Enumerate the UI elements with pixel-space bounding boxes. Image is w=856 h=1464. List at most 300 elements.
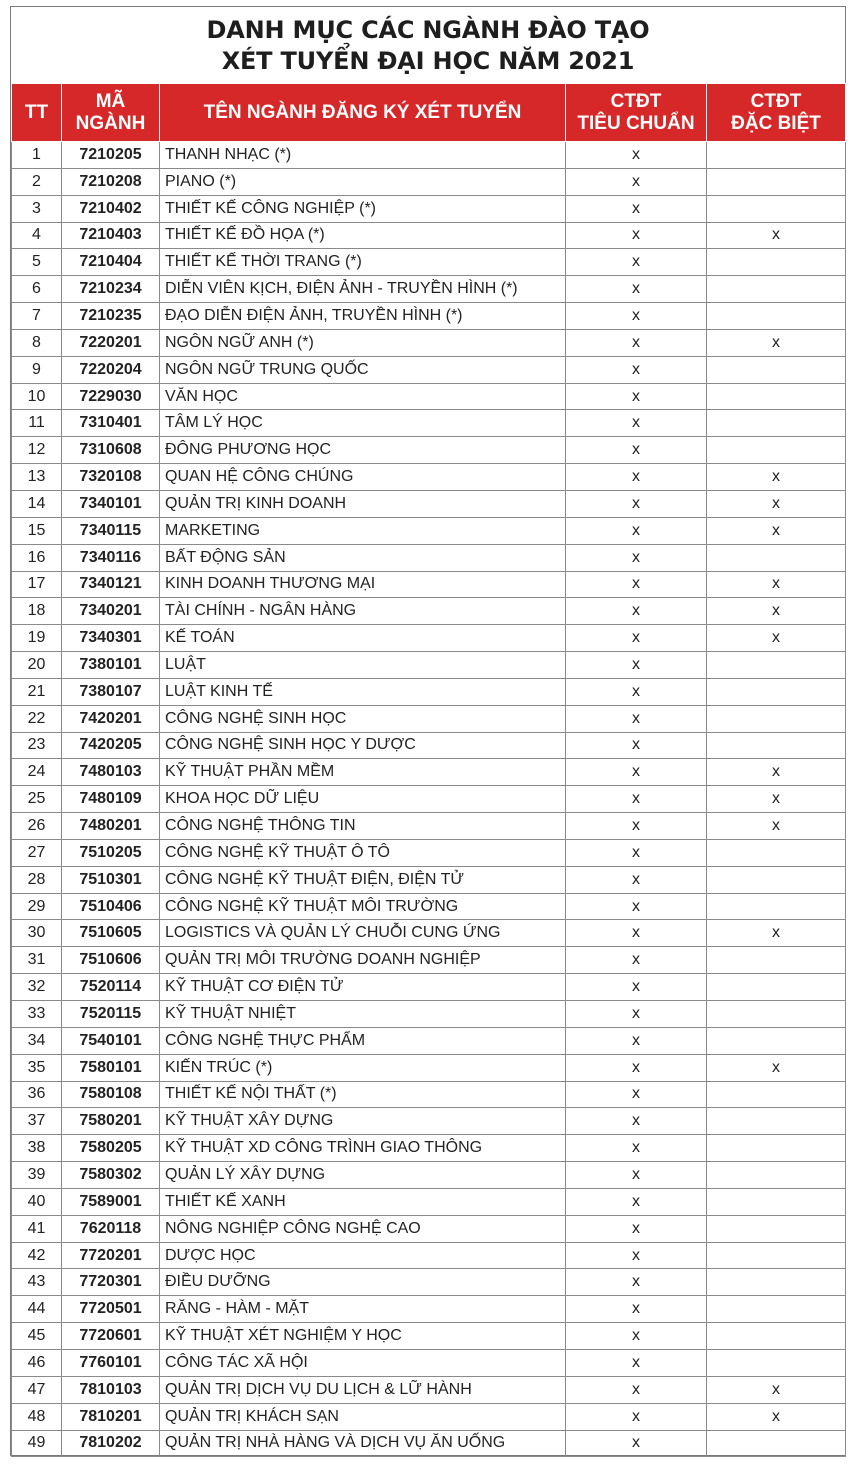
- row-number: 10: [12, 383, 62, 410]
- row-number: 44: [12, 1296, 62, 1323]
- table-row: [12, 517, 846, 544]
- row-number: 29: [12, 893, 62, 920]
- program-code: 7580108: [62, 1081, 160, 1108]
- program-code: 7480103: [62, 759, 160, 786]
- program-code: 7310401: [62, 410, 160, 437]
- table-row: [12, 1108, 846, 1135]
- row-number: 9: [12, 356, 62, 383]
- special-mark: [707, 947, 846, 974]
- standard-mark: x: [566, 303, 707, 330]
- program-name: QUAN HỆ CÔNG CHÚNG: [160, 464, 566, 491]
- standard-mark: x: [566, 490, 707, 517]
- special-mark: x: [707, 464, 846, 491]
- special-mark: [707, 303, 846, 330]
- table-row: [12, 732, 846, 759]
- program-name: ĐIỀU DƯỠNG: [160, 1269, 566, 1296]
- table-row: [12, 195, 846, 222]
- special-mark: [707, 1269, 846, 1296]
- row-number: 8: [12, 329, 62, 356]
- table-row: [12, 544, 846, 571]
- table-row: [12, 222, 846, 249]
- row-number: 27: [12, 839, 62, 866]
- program-name: CÔNG NGHỆ KỸ THUẬT ĐIỆN, ĐIỆN TỬ: [160, 866, 566, 893]
- special-mark: x: [707, 517, 846, 544]
- program-code: 7510205: [62, 839, 160, 866]
- standard-mark: x: [566, 920, 707, 947]
- program-code: 7520115: [62, 1001, 160, 1028]
- program-code: 7480109: [62, 786, 160, 813]
- row-number: 45: [12, 1323, 62, 1350]
- standard-mark: x: [566, 1108, 707, 1135]
- standard-mark: x: [566, 1162, 707, 1189]
- program-name: THIẾT KẾ THỜI TRANG (*): [160, 249, 566, 276]
- table-row: [12, 1269, 846, 1296]
- row-number: 47: [12, 1376, 62, 1403]
- program-name: TÀI CHÍNH - NGÂN HÀNG: [160, 598, 566, 625]
- table-row: [12, 1054, 846, 1081]
- program-code: 7310608: [62, 437, 160, 464]
- special-mark: [707, 383, 846, 410]
- row-number: 40: [12, 1188, 62, 1215]
- standard-mark: x: [566, 410, 707, 437]
- program-name: QUẢN TRỊ DỊCH VỤ DU LỊCH & LỮ HÀNH: [160, 1376, 566, 1403]
- standard-mark: x: [566, 383, 707, 410]
- special-mark: [707, 1430, 846, 1457]
- table-row: [12, 303, 846, 330]
- special-mark: x: [707, 786, 846, 813]
- row-number: 23: [12, 732, 62, 759]
- special-mark: x: [707, 920, 846, 947]
- table-row: [12, 678, 846, 705]
- row-number: 41: [12, 1215, 62, 1242]
- special-mark: [707, 732, 846, 759]
- standard-mark: x: [566, 168, 707, 195]
- program-code: 7480201: [62, 813, 160, 840]
- program-name: KỸ THUẬT NHIỆT: [160, 1001, 566, 1028]
- program-code: 7720301: [62, 1269, 160, 1296]
- special-mark: [707, 1215, 846, 1242]
- table-row: [12, 1215, 846, 1242]
- row-number: 39: [12, 1162, 62, 1189]
- standard-mark: x: [566, 839, 707, 866]
- table-row: [12, 866, 846, 893]
- standard-mark: x: [566, 705, 707, 732]
- standard-mark: x: [566, 464, 707, 491]
- standard-mark: x: [566, 195, 707, 222]
- program-name: CÔNG NGHỆ THÔNG TIN: [160, 813, 566, 840]
- standard-mark: x: [566, 1269, 707, 1296]
- special-mark: x: [707, 329, 846, 356]
- program-name: KỸ THUẬT CƠ ĐIỆN TỬ: [160, 974, 566, 1001]
- program-code: 7520114: [62, 974, 160, 1001]
- standard-mark: x: [566, 974, 707, 1001]
- special-mark: [707, 1135, 846, 1162]
- row-number: 5: [12, 249, 62, 276]
- row-number: 2: [12, 168, 62, 195]
- standard-mark: x: [566, 142, 707, 169]
- standard-mark: x: [566, 1001, 707, 1028]
- program-code: 7340121: [62, 571, 160, 598]
- row-number: 1: [12, 142, 62, 169]
- special-mark: x: [707, 1376, 846, 1403]
- program-code: 7580101: [62, 1054, 160, 1081]
- program-name: LOGISTICS VÀ QUẢN LÝ CHUỖI CUNG ỨNG: [160, 920, 566, 947]
- table-row: [12, 142, 846, 169]
- row-number: 7: [12, 303, 62, 330]
- row-number: 17: [12, 571, 62, 598]
- standard-mark: x: [566, 222, 707, 249]
- standard-mark: x: [566, 625, 707, 652]
- program-code: 7510406: [62, 893, 160, 920]
- table-row: [12, 1135, 846, 1162]
- row-number: 16: [12, 544, 62, 571]
- table-row: [12, 1001, 846, 1028]
- program-name: THIẾT KẾ NỘI THẤT (*): [160, 1081, 566, 1108]
- special-mark: [707, 142, 846, 169]
- row-number: 24: [12, 759, 62, 786]
- program-code: 7510606: [62, 947, 160, 974]
- program-code: 7210208: [62, 168, 160, 195]
- special-mark: [707, 1162, 846, 1189]
- table-row: [12, 571, 846, 598]
- row-number: 33: [12, 1001, 62, 1028]
- program-name: VĂN HỌC: [160, 383, 566, 410]
- table-row: [12, 920, 846, 947]
- program-name: KINH DOANH THƯƠNG MẠI: [160, 571, 566, 598]
- program-code: 7420201: [62, 705, 160, 732]
- program-name: KỸ THUẬT XÂY DỰNG: [160, 1108, 566, 1135]
- row-number: 20: [12, 652, 62, 679]
- program-name: NÔNG NGHIỆP CÔNG NGHỆ CAO: [160, 1215, 566, 1242]
- special-mark: [707, 866, 846, 893]
- special-mark: [707, 678, 846, 705]
- special-mark: [707, 1242, 846, 1269]
- row-number: 38: [12, 1135, 62, 1162]
- special-mark: [707, 437, 846, 464]
- standard-mark: x: [566, 866, 707, 893]
- table-row: [12, 974, 846, 1001]
- row-number: 35: [12, 1054, 62, 1081]
- standard-mark: x: [566, 1054, 707, 1081]
- program-code: 7589001: [62, 1188, 160, 1215]
- table-row: [12, 437, 846, 464]
- table-body: [12, 142, 846, 1457]
- program-code: 7810201: [62, 1403, 160, 1430]
- special-mark: x: [707, 759, 846, 786]
- program-name: QUẢN TRỊ NHÀ HÀNG VÀ DỊCH VỤ ĂN UỐNG: [160, 1430, 566, 1457]
- table-row: [12, 1242, 846, 1269]
- program-code: 7210403: [62, 222, 160, 249]
- table-row: [12, 276, 846, 303]
- standard-mark: x: [566, 1188, 707, 1215]
- program-code: 7210205: [62, 142, 160, 169]
- program-code: 7720201: [62, 1242, 160, 1269]
- row-number: 19: [12, 625, 62, 652]
- program-name: KHOA HỌC DỮ LIỆU: [160, 786, 566, 813]
- row-number: 14: [12, 490, 62, 517]
- standard-mark: x: [566, 1215, 707, 1242]
- row-number: 11: [12, 410, 62, 437]
- program-code: 7340101: [62, 490, 160, 517]
- programs-table: [11, 83, 846, 1457]
- program-code: 7380101: [62, 652, 160, 679]
- program-code: 7760101: [62, 1349, 160, 1376]
- row-number: 15: [12, 517, 62, 544]
- program-code: 7810103: [62, 1376, 160, 1403]
- program-name: QUẢN LÝ XÂY DỰNG: [160, 1162, 566, 1189]
- program-name: CÔNG NGHỆ SINH HỌC Y DƯỢC: [160, 732, 566, 759]
- special-mark: [707, 893, 846, 920]
- standard-mark: x: [566, 598, 707, 625]
- program-code: 7340201: [62, 598, 160, 625]
- table-row: [12, 490, 846, 517]
- row-number: 48: [12, 1403, 62, 1430]
- special-mark: [707, 1323, 846, 1350]
- special-mark: [707, 1027, 846, 1054]
- program-code: 7210402: [62, 195, 160, 222]
- special-mark: x: [707, 490, 846, 517]
- table-row: [12, 1162, 846, 1189]
- program-name: QUẢN TRỊ KINH DOANH: [160, 490, 566, 517]
- standard-mark: x: [566, 329, 707, 356]
- program-code: 7420205: [62, 732, 160, 759]
- program-name: THIẾT KẾ CÔNG NGHIỆP (*): [160, 195, 566, 222]
- program-name: NGÔN NGỮ TRUNG QUỐC: [160, 356, 566, 383]
- table-row: [12, 1430, 846, 1457]
- program-name: NGÔN NGỮ ANH (*): [160, 329, 566, 356]
- header-code: MÃ NGÀNH: [62, 84, 160, 142]
- table-row: [12, 1027, 846, 1054]
- table-row: [12, 598, 846, 625]
- program-name: DIỄN VIÊN KỊCH, ĐIỆN ẢNH - TRUYỀN HÌNH (*): [160, 276, 566, 303]
- document-sheet: [10, 6, 846, 1456]
- row-number: 13: [12, 464, 62, 491]
- program-code: 7720501: [62, 1296, 160, 1323]
- program-name: CÔNG NGHỆ KỸ THUẬT MÔI TRƯỜNG: [160, 893, 566, 920]
- special-mark: [707, 1188, 846, 1215]
- row-number: 37: [12, 1108, 62, 1135]
- special-mark: x: [707, 813, 846, 840]
- program-name: KỸ THUẬT XÉT NGHIỆM Y HỌC: [160, 1323, 566, 1350]
- program-code: 7320108: [62, 464, 160, 491]
- standard-mark: x: [566, 1376, 707, 1403]
- table-row: [12, 947, 846, 974]
- program-name: QUẢN TRỊ MÔI TRƯỜNG DOANH NGHIỆP: [160, 947, 566, 974]
- program-code: 7340301: [62, 625, 160, 652]
- row-number: 42: [12, 1242, 62, 1269]
- special-mark: [707, 705, 846, 732]
- program-name: QUẢN TRỊ KHÁCH SẠN: [160, 1403, 566, 1430]
- row-number: 21: [12, 678, 62, 705]
- program-name: PIANO (*): [160, 168, 566, 195]
- special-mark: [707, 1108, 846, 1135]
- header-tt: TT: [12, 84, 62, 142]
- program-code: 7620118: [62, 1215, 160, 1242]
- standard-mark: x: [566, 759, 707, 786]
- title-line-1: DANH MỤC CÁC NGÀNH ĐÀO TẠO: [206, 16, 650, 44]
- row-number: 46: [12, 1349, 62, 1376]
- program-name: RĂNG - HÀM - MẶT: [160, 1296, 566, 1323]
- table-row: [12, 1403, 846, 1430]
- special-mark: [707, 1081, 846, 1108]
- row-number: 28: [12, 866, 62, 893]
- program-name: CÔNG TÁC XÃ HỘI: [160, 1349, 566, 1376]
- special-mark: [707, 249, 846, 276]
- row-number: 6: [12, 276, 62, 303]
- standard-mark: x: [566, 517, 707, 544]
- standard-mark: x: [566, 813, 707, 840]
- program-code: 7210235: [62, 303, 160, 330]
- standard-mark: x: [566, 1403, 707, 1430]
- table-header-row: [12, 84, 846, 142]
- special-mark: x: [707, 598, 846, 625]
- row-number: 18: [12, 598, 62, 625]
- program-code: 7380107: [62, 678, 160, 705]
- row-number: 32: [12, 974, 62, 1001]
- standard-mark: x: [566, 893, 707, 920]
- program-name: ĐÔNG PHƯƠNG HỌC: [160, 437, 566, 464]
- program-name: KỸ THUẬT PHẦN MỀM: [160, 759, 566, 786]
- standard-mark: x: [566, 1430, 707, 1457]
- standard-mark: x: [566, 652, 707, 679]
- standard-mark: x: [566, 437, 707, 464]
- table-row: [12, 705, 846, 732]
- table-row: [12, 625, 846, 652]
- row-number: 43: [12, 1269, 62, 1296]
- standard-mark: x: [566, 1027, 707, 1054]
- special-mark: [707, 356, 846, 383]
- program-name: KẾ TOÁN: [160, 625, 566, 652]
- table-row: [12, 893, 846, 920]
- standard-mark: x: [566, 1349, 707, 1376]
- title-line-2: XÉT TUYỂN ĐẠI HỌC NĂM 2021: [221, 47, 635, 75]
- table-row: [12, 329, 846, 356]
- special-mark: [707, 1296, 846, 1323]
- standard-mark: x: [566, 1135, 707, 1162]
- special-mark: x: [707, 571, 846, 598]
- program-name: CÔNG NGHỆ SINH HỌC: [160, 705, 566, 732]
- special-mark: [707, 544, 846, 571]
- row-number: 3: [12, 195, 62, 222]
- table-row: [12, 356, 846, 383]
- table-row: [12, 383, 846, 410]
- program-name: THANH NHẠC (*): [160, 142, 566, 169]
- program-code: 7340115: [62, 517, 160, 544]
- program-name: LUẬT KINH TẾ: [160, 678, 566, 705]
- program-name: DƯỢC HỌC: [160, 1242, 566, 1269]
- program-code: 7510605: [62, 920, 160, 947]
- row-number: 4: [12, 222, 62, 249]
- special-mark: x: [707, 625, 846, 652]
- special-mark: [707, 1001, 846, 1028]
- table-row: [12, 1188, 846, 1215]
- standard-mark: x: [566, 356, 707, 383]
- program-name: TÂM LÝ HỌC: [160, 410, 566, 437]
- table-row: [12, 1081, 846, 1108]
- table-row: [12, 759, 846, 786]
- row-number: 49: [12, 1430, 62, 1457]
- row-number: 26: [12, 813, 62, 840]
- special-mark: [707, 1349, 846, 1376]
- standard-mark: x: [566, 249, 707, 276]
- special-mark: x: [707, 1403, 846, 1430]
- special-mark: x: [707, 1054, 846, 1081]
- standard-mark: x: [566, 1242, 707, 1269]
- program-code: 7580201: [62, 1108, 160, 1135]
- program-code: 7580302: [62, 1162, 160, 1189]
- special-mark: [707, 195, 846, 222]
- program-code: 7220201: [62, 329, 160, 356]
- row-number: 31: [12, 947, 62, 974]
- program-code: 7720601: [62, 1323, 160, 1350]
- row-number: 25: [12, 786, 62, 813]
- program-name: KỸ THUẬT XD CÔNG TRÌNH GIAO THÔNG: [160, 1135, 566, 1162]
- table-row: [12, 410, 846, 437]
- program-code: 7810202: [62, 1430, 160, 1457]
- program-name: THIẾT KẾ ĐỒ HỌA (*): [160, 222, 566, 249]
- program-name: KIẾN TRÚC (*): [160, 1054, 566, 1081]
- program-code: 7340116: [62, 544, 160, 571]
- special-mark: x: [707, 222, 846, 249]
- table-row: [12, 464, 846, 491]
- program-name: BẤT ĐỘNG SẢN: [160, 544, 566, 571]
- header-name: TÊN NGÀNH ĐĂNG KÝ XÉT TUYỂN: [160, 84, 566, 142]
- row-number: 30: [12, 920, 62, 947]
- special-mark: [707, 839, 846, 866]
- program-code: 7510301: [62, 866, 160, 893]
- special-mark: [707, 276, 846, 303]
- table-row: [12, 786, 846, 813]
- program-name: CÔNG NGHỆ THỰC PHẨM: [160, 1027, 566, 1054]
- table-row: [12, 813, 846, 840]
- special-mark: [707, 168, 846, 195]
- table-row: [12, 839, 846, 866]
- standard-mark: x: [566, 1296, 707, 1323]
- standard-mark: x: [566, 276, 707, 303]
- table-row: [12, 249, 846, 276]
- table-row: [12, 1349, 846, 1376]
- standard-mark: x: [566, 947, 707, 974]
- program-code: 7229030: [62, 383, 160, 410]
- special-mark: [707, 410, 846, 437]
- standard-mark: x: [566, 786, 707, 813]
- standard-mark: x: [566, 571, 707, 598]
- program-code: 7540101: [62, 1027, 160, 1054]
- table-row: [12, 1296, 846, 1323]
- table-row: [12, 1323, 846, 1350]
- program-name: MARKETING: [160, 517, 566, 544]
- row-number: 22: [12, 705, 62, 732]
- row-number: 34: [12, 1027, 62, 1054]
- program-code: 7210404: [62, 249, 160, 276]
- program-code: 7220204: [62, 356, 160, 383]
- header-special: CTĐT ĐẶC BIỆT: [707, 84, 846, 142]
- program-code: 7580205: [62, 1135, 160, 1162]
- standard-mark: x: [566, 1323, 707, 1350]
- program-name: CÔNG NGHỆ KỸ THUẬT Ô TÔ: [160, 839, 566, 866]
- special-mark: [707, 652, 846, 679]
- program-name: LUẬT: [160, 652, 566, 679]
- program-name: ĐẠO DIỄN ĐIỆN ẢNH, TRUYỀN HÌNH (*): [160, 303, 566, 330]
- standard-mark: x: [566, 1081, 707, 1108]
- standard-mark: x: [566, 678, 707, 705]
- standard-mark: x: [566, 544, 707, 571]
- standard-mark: x: [566, 732, 707, 759]
- table-row: [12, 1376, 846, 1403]
- table-row: [12, 652, 846, 679]
- row-number: 36: [12, 1081, 62, 1108]
- row-number: 12: [12, 437, 62, 464]
